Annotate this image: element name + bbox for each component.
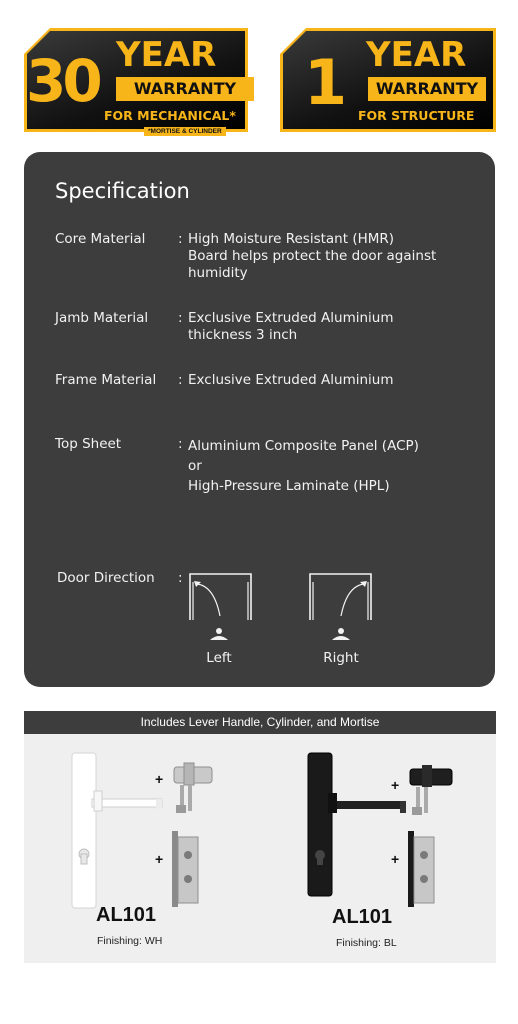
spec-label: Core Material: [55, 231, 146, 247]
door-direction-right: [296, 572, 386, 672]
spec-value: [188, 310, 468, 344]
model-name-black: AL101: [332, 906, 393, 928]
badge-coverage: FOR STRUCTURE: [358, 108, 475, 123]
door-right-icon: [296, 572, 386, 648]
badge-footnote: *MORTISE & CYLINDER: [144, 127, 226, 136]
spec-value-line: High-Pressure Laminate (HPL): [188, 478, 390, 494]
plus-sign: +: [155, 771, 164, 787]
finishing-black: Finishing: BL: [336, 937, 397, 949]
spec-value-line: or: [188, 458, 202, 474]
model-name-white: AL101: [96, 904, 157, 926]
spec-colon: :: [178, 436, 183, 452]
badge-year: YEAR: [366, 35, 467, 75]
specification-title: Specification: [55, 179, 190, 203]
badge-year: YEAR: [116, 35, 217, 75]
spec-value-line: High Moisture Resistant (HMR): [188, 231, 395, 247]
spec-value-line: Exclusive Extruded Aluminium: [188, 310, 394, 326]
badge-coverage: FOR MECHANICAL*: [104, 108, 236, 123]
door-left-label: Left: [206, 650, 232, 666]
badge-number: 30: [26, 47, 99, 115]
black-lever-handle-image: [304, 751, 414, 911]
plus-sign: +: [155, 851, 164, 867]
spec-label: Door Direction: [57, 570, 155, 586]
cylinder-image: [406, 761, 456, 819]
finishing-white: Finishing: WH: [97, 935, 163, 947]
spec-label: Frame Material: [55, 372, 157, 388]
cylinder-image: [170, 761, 216, 817]
spec-colon: :: [178, 231, 183, 247]
spec-colon: :: [178, 310, 183, 326]
handle-set-banner: Includes Lever Handle, Cylinder, and Mortise: [24, 711, 496, 734]
white-lever-handle-image: [68, 751, 168, 911]
spec-label: Top Sheet: [55, 436, 122, 452]
spec-value-line: Exclusive Extruded Aluminium: [188, 372, 394, 388]
spec-value-line: thickness 3 inch: [188, 327, 298, 343]
door-right-label: Right: [323, 650, 359, 666]
spec-value-line: humidity: [188, 265, 248, 281]
plus-sign: +: [391, 851, 400, 867]
plus-sign: +: [391, 777, 400, 793]
mortise-image: [170, 829, 200, 909]
door-left-icon: [174, 572, 264, 648]
spec-colon: :: [178, 570, 183, 586]
spec-value-line: Aluminium Composite Panel (ACP): [188, 438, 419, 454]
warranty-badge-structure: [280, 28, 496, 132]
warranty-badge-mechanical: [24, 28, 248, 135]
door-direction-left: [174, 572, 264, 672]
badge-warranty-label: WARRANTY: [116, 77, 254, 101]
spec-label: Jamb Material: [55, 310, 149, 326]
badge-warranty-label: WARRANTY: [368, 77, 486, 101]
handle-set-panel: [24, 711, 496, 963]
spec-value: [188, 372, 468, 389]
badge-number: 1: [304, 46, 348, 119]
spec-value: [188, 436, 468, 496]
mortise-image: [406, 829, 436, 909]
spec-value: [188, 231, 468, 282]
specification-card: [24, 152, 495, 687]
spec-colon: :: [178, 372, 183, 388]
spec-value-line: Board helps protect the door against: [188, 248, 437, 264]
